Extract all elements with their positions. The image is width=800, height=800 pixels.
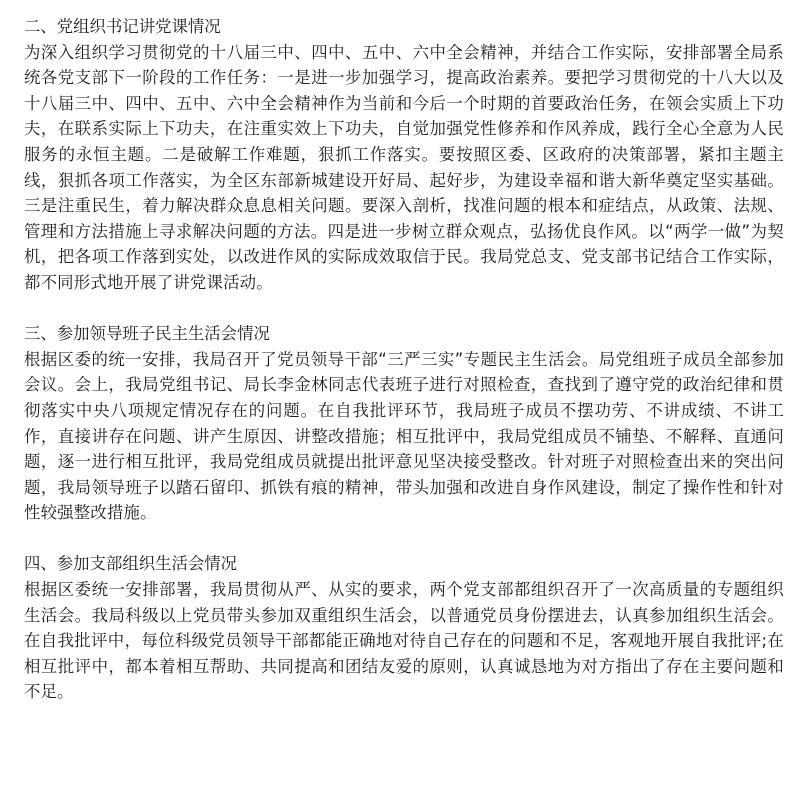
section-paragraph: 为深入组织学习贯彻党的十八届三中、四中、五中、六中全会精神，并结合工作实际，安排部署全局系统各党支部下一阶段的工作任务：一是进一步加强学习，提高政治素养。要把学习贯彻党的十八大以及十八届三中、四中、五中、六中全会精神作为当前和今后一个时期的首要政治任务，在领会实质上下功夫，在联系实际上下功夫，在注重实效上下功夫，自觉加强党性修养和作风养成，践行全心全意为人民服务的永恒主题。二是破解工作难题，狠抓工作落实。要按照区委、区政府的决策部署，紧扣主题主线，狠抓各项工作落实，为全区东部新城建设开好局、起好步，为建设幸福和谐大新华奠定坚实基础。三是注重民生，着力解决群众息息相关问题。要深入剖析，找准问题的根本和症结点，从政策、法规、管理和方法措施上寻求解决问题的方法。四是进一步树立群众观点，弘扬优良作风。以“两学一做”为契机，把各项工作落到实处，以改进作风的实际成效取信于民。我局党总支、党支部书记结合工作实际，都不同形式地开展了讲党课活动。: [24, 42, 784, 292]
section-party-lecture: [24, 14, 784, 296]
section-leadership-democratic-life: [24, 321, 784, 526]
section-paragraph: 根据区委的统一安排，我局召开了党员领导干部“三严三实”专题民主生活会。局党组班子成员全部参加会议。会上，我局党组书记、局长李金林同志代表班子进行对照检查，查找到了遵守党的政治纪律和贯彻落实中央八项规定情况存在的问题。在自我批评环节，我局班子成员不摆功劳、不讲成绩、不讲工作，直接讲存在问题、讲产生原因、讲整改措施；相互批评中，我局党组成员不铺垫、不解释、直通问题，逐一进行相互批评，我局党组成员就提出批评意见坚决接受整改。针对班子对照检查出来的突出问题，我局领导班子以踏石留印、抓铁有痕的精神，带头加强和改进自身作风建设，制定了操作性和针对性较强整改措施。: [24, 349, 784, 523]
document-body: [24, 14, 784, 731]
section-heading: 四、参加支部组织生活会情况: [24, 554, 238, 574]
section-heading: 二、党组织书记讲党课情况: [24, 17, 221, 36]
section-paragraph: 根据区委统一安排部署，我局贯彻从严、从实的要求，两个党支部都组织召开了一次高质量的专题组织生活会。我局科级以上党员带头参加双重组织生活会，以普通党员身份摆进去，认真参加组织生活会。在自我批评中，每位科级党员领导干部都能正确地对待自己存在的问题和不足，客观地开展自我批评;在相互批评中，都本着相互帮助、共同提高和团结友爱的原则，认真诚恳地为对方指出了存在主要问题和不足。: [24, 580, 784, 702]
section-heading: 三、参加领导班子民主生活会情况: [24, 324, 270, 344]
section-branch-organization-life: [24, 551, 784, 705]
